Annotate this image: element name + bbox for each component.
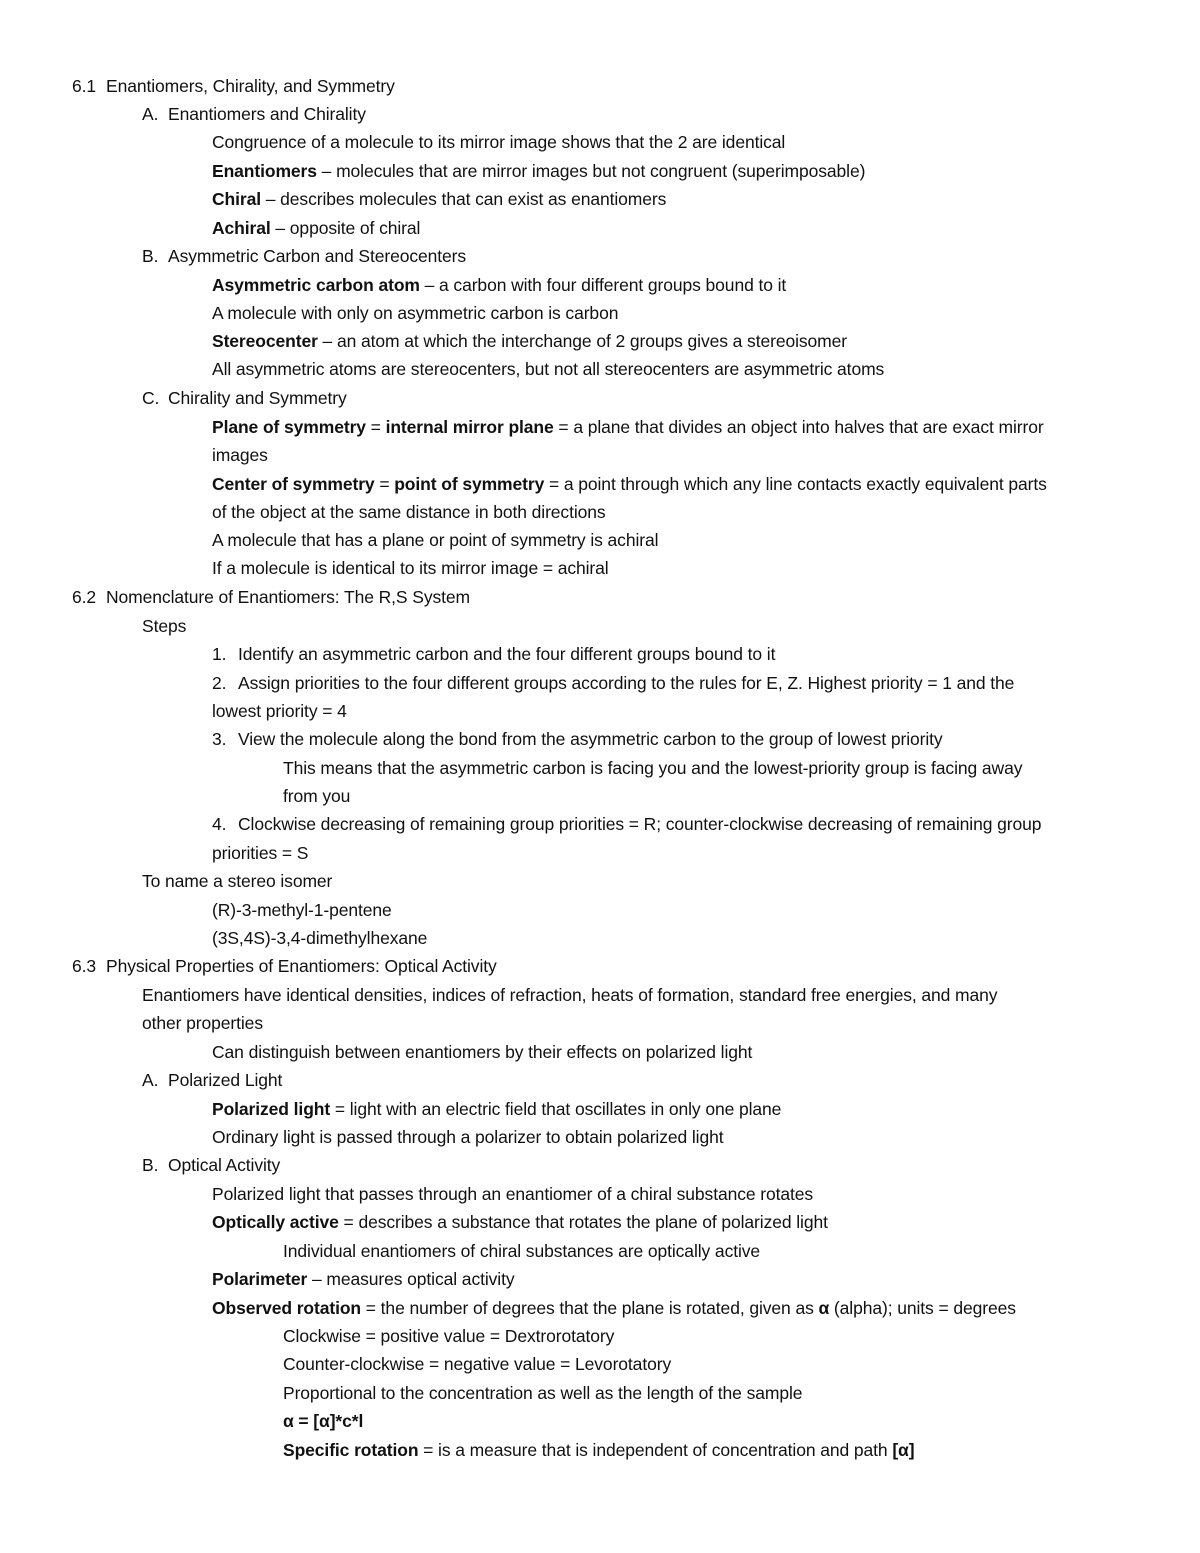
definition-line: Optically active = describes a substance that rotates the plane of polarized light bbox=[212, 1212, 828, 1232]
body-line-continuation: images bbox=[212, 445, 268, 465]
term: Stereocenter bbox=[212, 331, 318, 351]
body-line: Enantiomers have identical densities, indices of refraction, heats of formation, standard free energies, and many bbox=[142, 985, 998, 1005]
term: Achiral bbox=[212, 218, 271, 238]
body-line-continuation: other properties bbox=[142, 1013, 263, 1033]
term: Observed rotation bbox=[212, 1298, 362, 1318]
body-line: Polarized light that passes through an enantiomer of a chiral substance rotates bbox=[212, 1184, 814, 1204]
definition-line: Center of symmetry = point of symmetry = a point through which any line contacts exactly equivalent parts bbox=[212, 474, 1047, 494]
subsection-title: Optical Activity bbox=[168, 1155, 281, 1175]
body-line: If a molecule is identical to its mirror image = achiral bbox=[212, 558, 609, 578]
subsection-heading-a bbox=[142, 103, 366, 125]
section-title: Nomenclature of Enantiomers: The R,S System bbox=[106, 587, 471, 607]
step-subnote-continuation: from you bbox=[283, 786, 351, 806]
body-line: Congruence of a molecule to its mirror image shows that the 2 are identical bbox=[212, 132, 786, 152]
subsection-letter: B. bbox=[142, 1155, 159, 1175]
subsection-letter: C. bbox=[142, 388, 160, 408]
subsection-heading-a bbox=[142, 1069, 282, 1091]
body-subline: Counter-clockwise = negative value = Levorotatory bbox=[283, 1354, 672, 1374]
section-number: 6.2 bbox=[72, 587, 97, 607]
step-item: 1. Identify an asymmetric carbon and the four different groups bound to it bbox=[212, 644, 776, 664]
definition-line: Stereocenter – an atom at which the interchange of 2 groups gives a stereoisomer bbox=[212, 331, 847, 351]
definition-line: Polarimeter – measures optical activity bbox=[212, 1269, 515, 1289]
section-title: Physical Properties of Enantiomers: Optical Activity bbox=[106, 956, 497, 976]
section-number: 6.3 bbox=[72, 956, 97, 976]
body-subline: Proportional to the concentration as well as the length of the sample bbox=[283, 1383, 803, 1403]
body-subline: Individual enantiomers of chiral substances are optically active bbox=[283, 1241, 761, 1261]
alpha-symbol: α bbox=[818, 1298, 830, 1318]
term: Polarized light bbox=[212, 1099, 331, 1119]
example-name: (3S,4S)-3,4-dimethylhexane bbox=[212, 928, 428, 948]
example-name: (R)-3-methyl-1-pentene bbox=[212, 900, 392, 920]
section-heading-6-3 bbox=[72, 955, 497, 977]
subsection-letter: A. bbox=[142, 1070, 159, 1090]
naming-label: To name a stereo isomer bbox=[142, 871, 333, 891]
formula: α = [α]*c*l bbox=[283, 1411, 364, 1431]
step-item-continuation: priorities = S bbox=[212, 843, 309, 863]
subsection-letter: B. bbox=[142, 246, 159, 266]
definition-line: Achiral – opposite of chiral bbox=[212, 218, 421, 238]
body-line: Ordinary light is passed through a polarizer to obtain polarized light bbox=[212, 1127, 724, 1147]
definition-line: Plane of symmetry = internal mirror plane = a plane that divides an object into halves that are exact mirror bbox=[212, 417, 1044, 437]
body-line: A molecule that has a plane or point of symmetry is achiral bbox=[212, 530, 659, 550]
term: Chiral bbox=[212, 189, 261, 209]
steps-label: Steps bbox=[142, 616, 187, 636]
definition-line: Asymmetric carbon atom – a carbon with four different groups bound to it bbox=[212, 275, 787, 295]
step-item-continuation: lowest priority = 4 bbox=[212, 701, 347, 721]
term: Polarimeter bbox=[212, 1269, 308, 1289]
body-line-continuation: of the object at the same distance in both directions bbox=[212, 502, 606, 522]
subsection-title: Enantiomers and Chirality bbox=[168, 104, 366, 124]
body-subline: Clockwise = positive value = Dextrorotatory bbox=[283, 1326, 615, 1346]
term: Optically active bbox=[212, 1212, 339, 1232]
definition-line: Enantiomers – molecules that are mirror images but not congruent (superimposable) bbox=[212, 161, 866, 181]
term: Enantiomers bbox=[212, 161, 317, 181]
body-line: A molecule with only on asymmetric carbon is carbon bbox=[212, 303, 619, 323]
subsection-heading-b bbox=[142, 245, 466, 267]
definition-line: Polarized light = light with an electric field that oscillates in only one plane bbox=[212, 1099, 782, 1119]
subsection-title: Polarized Light bbox=[168, 1070, 283, 1090]
section-heading-6-1 bbox=[72, 75, 395, 97]
subsection-heading-c bbox=[142, 387, 347, 409]
definition-line: Observed rotation = the number of degrees that the plane is rotated, given as α (alpha); units = degrees bbox=[212, 1298, 1016, 1318]
step-subnote: This means that the asymmetric carbon is facing you and the lowest-priority group is facing away bbox=[283, 758, 1023, 778]
section-title: Enantiomers, Chirality, and Symmetry bbox=[106, 76, 395, 96]
definition-line: Specific rotation = is a measure that is independent of concentration and path [α] bbox=[283, 1440, 915, 1460]
section-heading-6-2 bbox=[72, 586, 470, 608]
step-item: 3. View the molecule along the bond from the asymmetric carbon to the group of lowest priority bbox=[212, 729, 943, 749]
subsection-letter: A. bbox=[142, 104, 159, 124]
specific-rotation-symbol: [α] bbox=[892, 1440, 915, 1460]
subsection-heading-b bbox=[142, 1154, 280, 1176]
step-item: 4. Clockwise decreasing of remaining group priorities = R; counter-clockwise decreasing of remaining group bbox=[212, 814, 1042, 834]
subsection-title: Asymmetric Carbon and Stereocenters bbox=[168, 246, 467, 266]
section-number: 6.1 bbox=[72, 76, 97, 96]
formula-line bbox=[283, 1410, 363, 1432]
term: Specific rotation bbox=[283, 1440, 419, 1460]
body-line: Can distinguish between enantiomers by their effects on polarized light bbox=[212, 1042, 753, 1062]
term: Asymmetric carbon atom bbox=[212, 275, 420, 295]
body-line: All asymmetric atoms are stereocenters, but not all stereocenters are asymmetric atoms bbox=[212, 359, 885, 379]
definition-line: Chiral – describes molecules that can exist as enantiomers bbox=[212, 189, 667, 209]
step-item: 2. Assign priorities to the four different groups according to the rules for E, Z. Highest priority = 1 and the bbox=[212, 673, 1015, 693]
subsection-title: Chirality and Symmetry bbox=[168, 388, 347, 408]
